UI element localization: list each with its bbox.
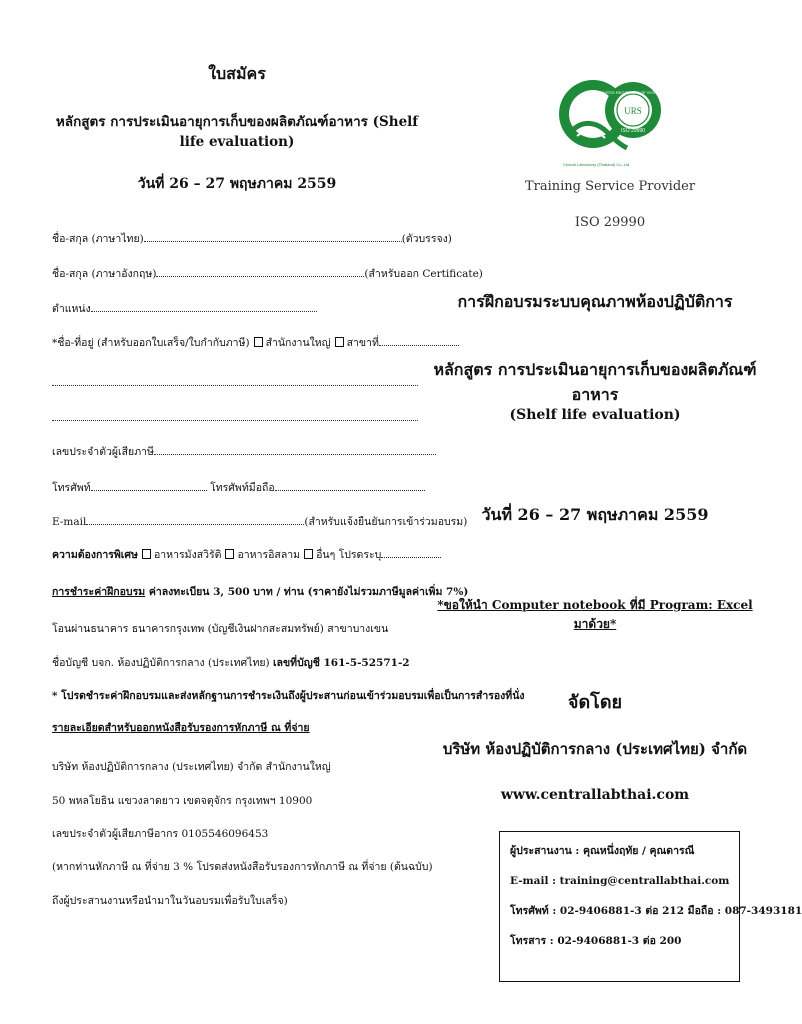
certification-logo bbox=[553, 62, 665, 172]
account-name: ชื่อบัญชี บจก. ห้องปฏิบัติการกลาง (ประเทศไทย) bbox=[52, 657, 270, 669]
other-checkbox[interactable] bbox=[304, 549, 313, 559]
wht-note-1 bbox=[52, 860, 433, 874]
branch-field[interactable] bbox=[379, 337, 459, 346]
organizer-name: บริษัท ห้องปฏิบัติการกลาง (ประเทศไทย) จำกัด bbox=[442, 740, 748, 758]
course-title: หลักสูตร การประเมินอายุการเก็บของผลิตภัณฑ์อาหาร bbox=[433, 360, 757, 404]
form-title: ใบสมัคร bbox=[208, 64, 266, 83]
form-header bbox=[52, 64, 422, 194]
head-office-checkbox[interactable] bbox=[254, 337, 263, 347]
contact-email[interactable]: E-mail : training@centrallabthai.com bbox=[510, 875, 730, 887]
branch-label: สาขาที่ bbox=[346, 337, 379, 349]
email-label: E-mail bbox=[52, 516, 87, 528]
name-thai-label: ชื่อ-สกุล (ภาษาไทย) bbox=[52, 233, 144, 245]
company-tax-row bbox=[52, 827, 422, 841]
iso-label: ISO 29990 bbox=[574, 215, 646, 230]
address-line-2[interactable] bbox=[52, 411, 422, 425]
veg-label: อาหารมังสวิรัติ bbox=[153, 549, 222, 561]
company-tax-id: เลขประจำตัวผู้เสียภาษีอากร 0105546096453 bbox=[52, 828, 269, 840]
email-field[interactable] bbox=[86, 516, 304, 525]
notebook-note: *ขอให้นำ Computer notebook ที่มี Program: Excel มาด้วย* bbox=[437, 598, 753, 631]
name-thai-row[interactable] bbox=[52, 232, 452, 246]
address-line-1[interactable] bbox=[52, 376, 422, 390]
tax-id-row[interactable] bbox=[52, 445, 422, 459]
tax-id-field[interactable] bbox=[154, 446, 436, 455]
program-title: การฝึกอบรมระบบคุณภาพห้องปฏิบัติการ bbox=[457, 292, 733, 311]
training-provider: Training Service Provider bbox=[524, 179, 696, 194]
other-field[interactable] bbox=[381, 549, 441, 558]
transfer-text: โอนผ่านธนาคาร ธนาคารกรุงเทพ (บัญชีเงินฝากสะสมทรัพย์) สาขาบางเขน bbox=[52, 623, 389, 635]
wht-note-2-text: ถึงผู้ประสานงานหรือนำมาในวันอบรมเพื่อรับใบเสร็จ) bbox=[52, 895, 288, 907]
payment-text: ค่าลงทะเบียน 3, 500 บาท / ท่าน (ราคายังไม่รวมภาษีมูลค่าเพิ่ม 7%) bbox=[148, 586, 469, 598]
tax-id-label: เลขประจำตัวผู้เสียภาษี bbox=[52, 446, 154, 458]
mobile-field[interactable] bbox=[275, 482, 425, 491]
islam-label: อาหารอิสลาม bbox=[237, 549, 301, 561]
address-label: *ชื่อ-ที่อยู่ (สำหรับออกใบเสร็จ/ใบกำกับภาษี) bbox=[52, 337, 250, 349]
name-thai-suffix: (ตัวบรรจง) bbox=[401, 233, 452, 245]
name-eng-field[interactable] bbox=[156, 268, 364, 277]
branch-checkbox[interactable] bbox=[335, 337, 344, 347]
contact-phone: โทรศัพท์ : 02-9406881-3 ต่อ 212 มือถือ : 087-3493181 bbox=[510, 905, 802, 917]
company-address-row bbox=[52, 794, 422, 808]
payment-note bbox=[52, 689, 525, 703]
wht-header bbox=[52, 721, 422, 735]
payment-row bbox=[52, 585, 469, 599]
name-thai-field[interactable] bbox=[144, 233, 402, 242]
transfer-row bbox=[52, 622, 422, 636]
organizer-label: จัดโดย bbox=[567, 692, 623, 713]
mobile-label: โทรศัพท์มือถือ bbox=[210, 482, 275, 494]
phone-row[interactable] bbox=[52, 481, 422, 495]
email-row[interactable] bbox=[52, 515, 468, 529]
urs-text: URS bbox=[624, 106, 642, 116]
logo-iso-text: ISO 29990 bbox=[621, 128, 645, 134]
name-eng-suffix: (สำหรับออก Certificate) bbox=[364, 268, 483, 280]
company-row bbox=[52, 760, 422, 774]
other-label: อื่นๆ โปรดระบุ bbox=[316, 549, 382, 561]
course-date: วันที่ 26 – 27 พฤษภาคม 2559 bbox=[481, 505, 709, 524]
date-line: วันที่ 26 – 27 พฤษภาคม 2559 bbox=[137, 176, 337, 192]
contact-box bbox=[499, 831, 802, 982]
urs-ring-text: UNITED REGISTRAR OF SYSTEMS bbox=[599, 90, 667, 95]
veg-checkbox[interactable] bbox=[142, 549, 151, 559]
position-row[interactable] bbox=[52, 302, 422, 316]
phone-field[interactable] bbox=[91, 482, 207, 491]
account-number: เลขที่บัญชี 161-5-52571-2 bbox=[272, 657, 410, 669]
phone-label: โทรศัพท์ bbox=[52, 482, 91, 494]
account-row bbox=[52, 656, 422, 670]
coordinator: ผู้ประสานงาน : คุณหนึ่งฤทัย / คุณดารณี bbox=[510, 845, 695, 857]
logo-company-text: Central Laboratory (Thailand) Co.,Ltd. bbox=[563, 162, 631, 167]
wht-note-2 bbox=[52, 894, 422, 908]
address-row[interactable] bbox=[52, 336, 422, 350]
email-suffix: (สำหรับแจ้งยืนยันการเข้าร่วมอบรม) bbox=[304, 516, 468, 528]
special-needs-row[interactable] bbox=[52, 548, 422, 562]
address-field-2[interactable] bbox=[52, 412, 418, 421]
wht-note-1-text: (หากท่านหักภาษี ณ ที่จ่าย 3 % โปรดส่งหนังสือรับรองการหักภาษี ณ ที่จ่าย (ต้นฉบับ) bbox=[52, 861, 433, 873]
company-text: บริษัท ห้องปฏิบัติการกลาง (ประเทศไทย) จำกัด สำนักงานใหญ่ bbox=[52, 761, 331, 773]
contact-fax: โทรสาร : 02-9406881-3 ต่อ 200 bbox=[510, 935, 682, 947]
wht-header-text: รายละเอียดสำหรับออกหนังสือรับรองการหักภาษี ณ ที่จ่าย bbox=[52, 722, 310, 734]
name-eng-row[interactable] bbox=[52, 267, 483, 281]
head-office-label: สำนักงานใหญ่ bbox=[265, 337, 331, 349]
islam-checkbox[interactable] bbox=[225, 549, 234, 559]
company-address: 50 พหลโยธิน แขวงลาดยาว เขตจตุจักร กรุงเทพฯ 10900 bbox=[52, 795, 313, 807]
position-field[interactable] bbox=[91, 303, 317, 312]
course-title-en: (Shelf life evaluation) bbox=[509, 407, 681, 423]
name-eng-label: ชื่อ-สกุล (ภาษาอังกฤษ) bbox=[52, 268, 157, 280]
website-link[interactable]: www.centrallabthai.com bbox=[500, 787, 690, 803]
payment-note-text: * โปรดชำระค่าฝึกอบรมและส่งหลักฐานการชำระเงินถึงผู้ประสานก่อนเข้าร่วมอบรมเพื่อเป็นการสำรองที่นั่ง bbox=[52, 690, 525, 702]
position-label: ตำแหน่ง bbox=[52, 303, 91, 315]
address-field-1[interactable] bbox=[52, 377, 418, 386]
payment-label: การชำระค่าฝึกอบรม bbox=[52, 586, 146, 598]
special-needs-label: ความต้องการพิเศษ bbox=[52, 549, 138, 561]
course-line: หลักสูตร การประเมินอายุการเก็บของผลิตภัณฑ์อาหาร (Shelf life evaluation) bbox=[55, 114, 419, 150]
